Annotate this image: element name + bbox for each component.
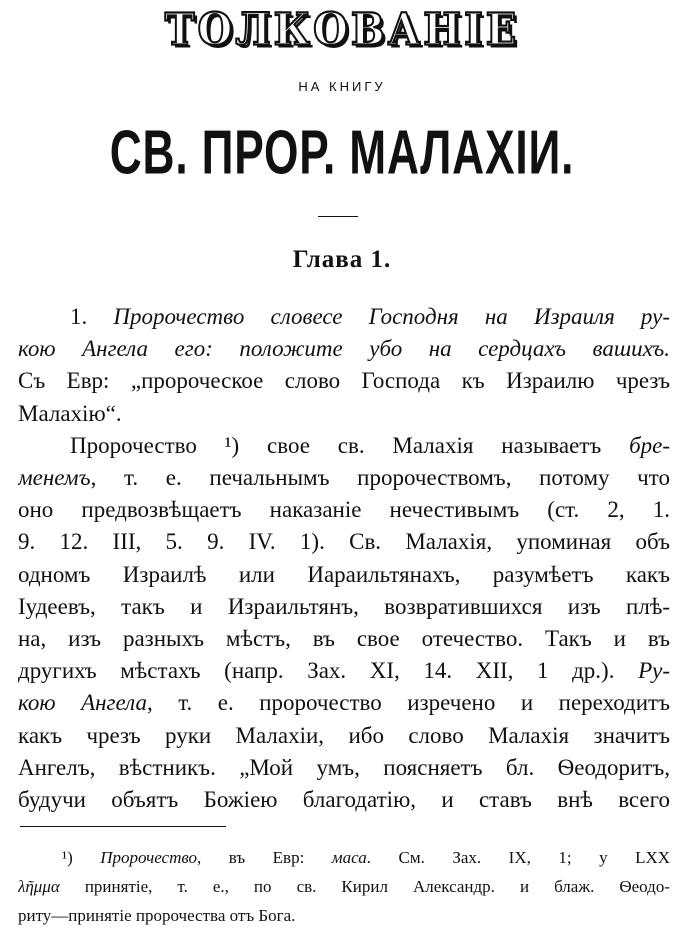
text-line <box>18 334 670 364</box>
text-line <box>18 688 670 718</box>
footnote-line <box>18 875 670 899</box>
footnote-line-segment: , въ Евр: <box>197 848 332 867</box>
text-line-segment: кою Ангела его: положите убо на сердцахъ вашихъ. <box>18 336 670 362</box>
text-line-segment: одномъ Израилѣ или Иараильтянахъ, разумѣетъ какъ <box>18 561 670 587</box>
text-line <box>18 753 670 783</box>
text-line <box>18 721 670 751</box>
text-line <box>18 624 670 654</box>
text-line <box>18 495 670 525</box>
footnote-line <box>18 904 670 928</box>
title-subheading: НА КНИГУ <box>298 79 386 94</box>
text-line-segment: менемъ <box>18 465 91 490</box>
text-line <box>70 431 670 461</box>
text-line <box>18 463 670 493</box>
footnote-line-segment: Пророчество <box>100 848 198 867</box>
text-line-segment: Пророчество словесе Господня на Израиля ру- <box>113 304 670 329</box>
text-line-segment: оно предвозвѣщаетъ наказаніе нечестивымъ (ст. 2, 1. <box>18 497 670 523</box>
footnote-line-segment: . См. Зах. IX, 1; у LXX <box>366 848 670 867</box>
text-line-segment: какъ чрезъ руки Малахіи, ибо слово Малахія значитъ <box>18 722 670 748</box>
footnote-line-segment: риту—принятіе пророчества отъ Бога. <box>18 906 296 925</box>
text-line-segment: Пророчество ¹) свое св. Малахія называетъ <box>70 432 630 458</box>
book-title: СВ. ПРОР. МАЛАХІИ. <box>109 118 575 188</box>
text-line-segment: будучи объятъ Божіею благодатію, и ставъ внѣ всего <box>18 787 670 812</box>
text-line-segment: Іудеевъ, такъ и Израильтянъ, возвратившихся изъ плѣ- <box>18 593 670 619</box>
text-line <box>70 302 670 332</box>
text-line <box>18 399 670 429</box>
text-line-segment: кою Ангела <box>18 690 147 716</box>
text-line-segment: бре- <box>629 432 670 458</box>
footnote-line-segment: ¹) <box>62 848 101 867</box>
text-line <box>18 366 670 396</box>
text-line-segment: другихъ мѣстахъ (напр. Зах. XI, 14. XII, 1 др.). <box>18 658 639 684</box>
text-line-segment: Съ Евр: „пророческое слово Господа къ Израилю чрезъ <box>18 368 670 394</box>
decorative-title: ТОЛКОВАНІЕ <box>164 3 520 56</box>
text-line <box>18 656 670 686</box>
text-line <box>18 785 670 815</box>
text-line-segment: 9. 12. III, 5. 9. IV. 1). Св. Малахія, упоминая объ <box>18 529 670 555</box>
text-line-segment: Ру- <box>638 658 670 684</box>
text-line-segment: , т. е. пророчество изречено и переходитъ <box>146 690 670 716</box>
chapter-heading: Глава 1. <box>292 246 392 273</box>
text-line-segment: Малахію“. <box>18 400 122 426</box>
footnote-line-segment: λῆμμα <box>18 877 60 896</box>
footnote-line-segment: принятіе, т. е., по св. Кирил Александр. и блаж. Ѳеодо- <box>59 877 670 896</box>
footnote-line <box>62 846 670 870</box>
text-line <box>18 560 670 590</box>
text-line <box>18 592 670 622</box>
text-line-segment: Ангелъ, вѣстникъ. „Мой умъ, поясняетъ бл. Ѳеодоритъ, <box>18 754 670 780</box>
text-line-segment: на, изъ разныхъ мѣстъ, въ свое отечество. Такъ и въ <box>18 626 670 651</box>
text-line-segment: , т. е. печальнымъ пророчествомъ, потому что <box>90 465 670 490</box>
title-divider <box>318 216 358 217</box>
text-line <box>18 527 670 557</box>
text-line-segment: 1. <box>70 304 114 329</box>
footnote-line-segment: маса <box>331 848 367 867</box>
footnote-divider <box>20 826 226 827</box>
